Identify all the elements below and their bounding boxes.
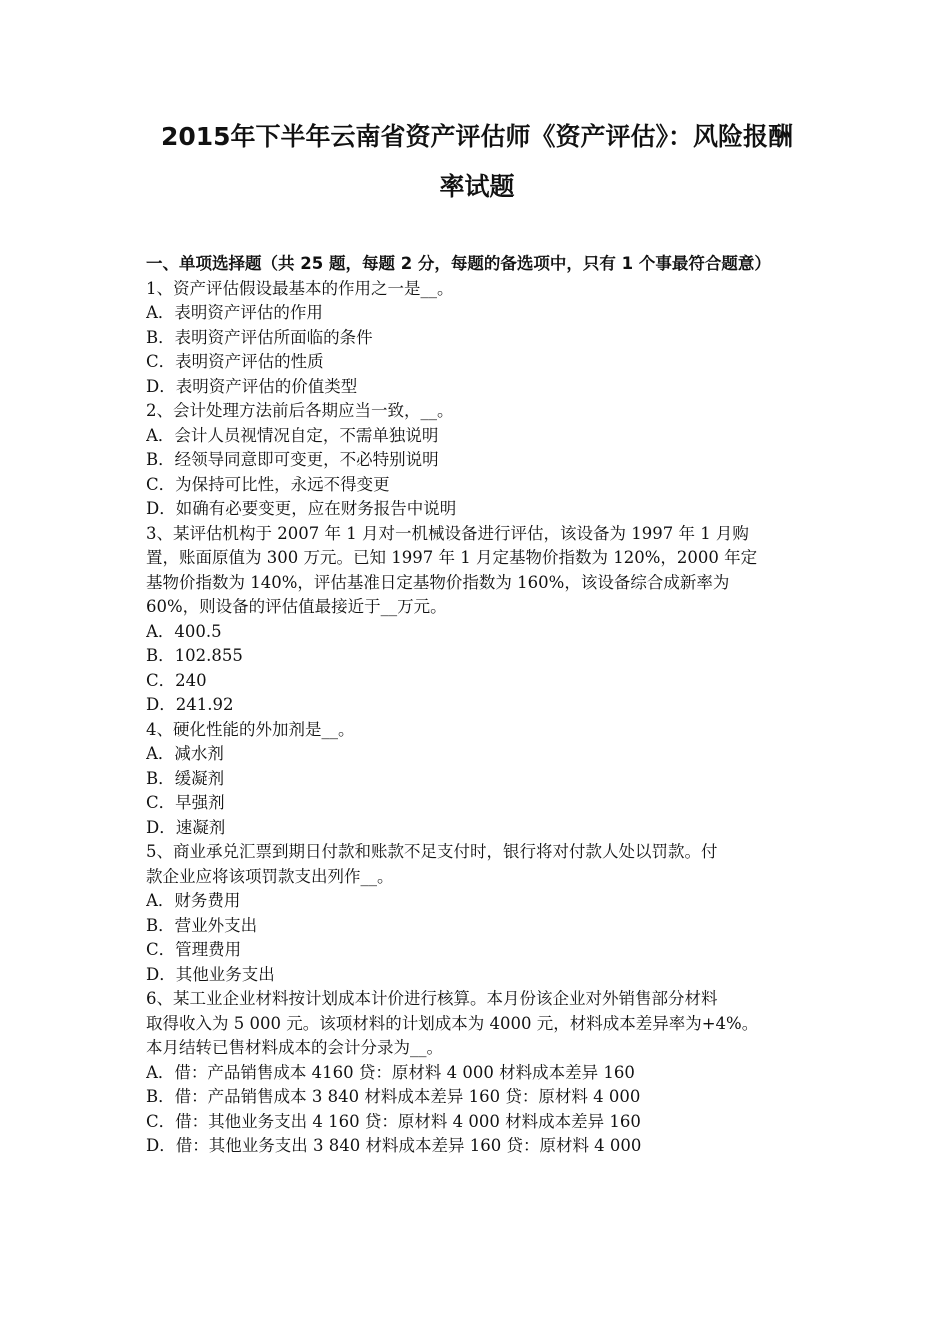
question-stem-line: 3、某评估机构于 2007 年 1 月对一机械设备进行评估，该设备为 1997 年 1 月购 xyxy=(146,523,749,543)
answer-option: B．102.855 xyxy=(146,646,243,665)
answer-option: A．会计人员视情况自定，不需单独说明 xyxy=(146,425,439,445)
answer-option: C．为保持可比性，永远不得变更 xyxy=(146,474,390,494)
answer-option: C．管理费用 xyxy=(146,940,242,959)
answer-option: C．借：其他业务支出 4 160 贷：原材料 4 000 材料成本差异 160 xyxy=(146,1111,641,1131)
question-stem-line: 1、资产评估假设最基本的作用之一是__。 xyxy=(146,278,454,298)
answer-option: B．表明资产评估所面临的条件 xyxy=(146,327,373,347)
document-title-line-2: 率试题 xyxy=(439,172,515,201)
answer-option: C．表明资产评估的性质 xyxy=(146,352,324,371)
question-stem-line: 置，账面原值为 300 万元。已知 1997 年 1 月定基物价指数为 120%，2000 年定 xyxy=(146,548,758,567)
question-block xyxy=(146,522,808,718)
question-stem-line: 6、某工业企业材料按计划成本计价进行核算。本月份该企业对外销售部分材料 xyxy=(146,989,718,1008)
question-block xyxy=(146,399,808,522)
answer-option: B．营业外支出 xyxy=(146,915,258,935)
question-block xyxy=(146,840,808,987)
section-heading: 一、单项选择题（共 25 题，每题 2 分，每题的备选项中，只有 1 个事最符合题意） xyxy=(146,254,771,273)
answer-option: B．经领导同意即可变更，不必特别说明 xyxy=(146,450,439,469)
question-list xyxy=(146,277,808,1159)
answer-option: D．借：其他业务支出 3 840 材料成本差异 160 贷：原材料 4 000 xyxy=(146,1136,642,1155)
question-block xyxy=(146,718,808,841)
question-stem-line: 5、商业承兑汇票到期日付款和账款不足支付时，银行将对付款人处以罚款。付 xyxy=(146,842,718,861)
answer-option: D．241.92 xyxy=(146,695,234,714)
answer-option: C．早强剂 xyxy=(146,793,225,812)
question-stem-line: 款企业应将该项罚款支出列作__。 xyxy=(146,866,394,886)
answer-option: D．表明资产评估的价值类型 xyxy=(146,376,358,396)
question-stem-line: 4、硬化性能的外加剂是__。 xyxy=(146,719,355,739)
question-block xyxy=(146,277,808,400)
question-stem-line: 本月结转已售材料成本的会计分录为__。 xyxy=(146,1038,443,1057)
answer-option: D．速凝剂 xyxy=(146,817,226,837)
answer-option: D．如确有必要变更，应在财务报告中说明 xyxy=(146,499,457,518)
question-block xyxy=(146,987,808,1159)
answer-option: A．表明资产评估的作用 xyxy=(146,303,323,322)
answer-option: A．借：产品销售成本 4160 贷：原材料 4 000 材料成本差异 160 xyxy=(146,1062,635,1082)
question-stem-line: 2、会计处理方法前后各期应当一致，__。 xyxy=(146,401,454,420)
question-stem-line: 取得收入为 5 000 元。该项材料的计划成本为 4000 元，材料成本差异率为+4%。 xyxy=(146,1013,759,1033)
answer-option: C．240 xyxy=(146,670,207,690)
answer-option: B．借：产品销售成本 3 840 材料成本差异 160 贷：原材料 4 000 xyxy=(146,1087,641,1106)
document-page xyxy=(146,112,808,1159)
question-stem-line: 60%，则设备的评估值最接近于__万元。 xyxy=(146,597,447,616)
answer-option: D．其他业务支出 xyxy=(146,964,275,984)
document-title-line-1: 2015年下半年云南省资产评估师《资产评估》：风险报酬 xyxy=(160,122,794,151)
question-stem-line: 基物价指数为 140%，评估基准日定基物价指数为 160%，该设备综合成新率为 xyxy=(146,572,730,592)
answer-option: A．减水剂 xyxy=(146,744,224,763)
answer-option: B．缓凝剂 xyxy=(146,768,225,788)
answer-option: A．财务费用 xyxy=(146,891,241,910)
answer-option: A．400.5 xyxy=(146,621,222,641)
